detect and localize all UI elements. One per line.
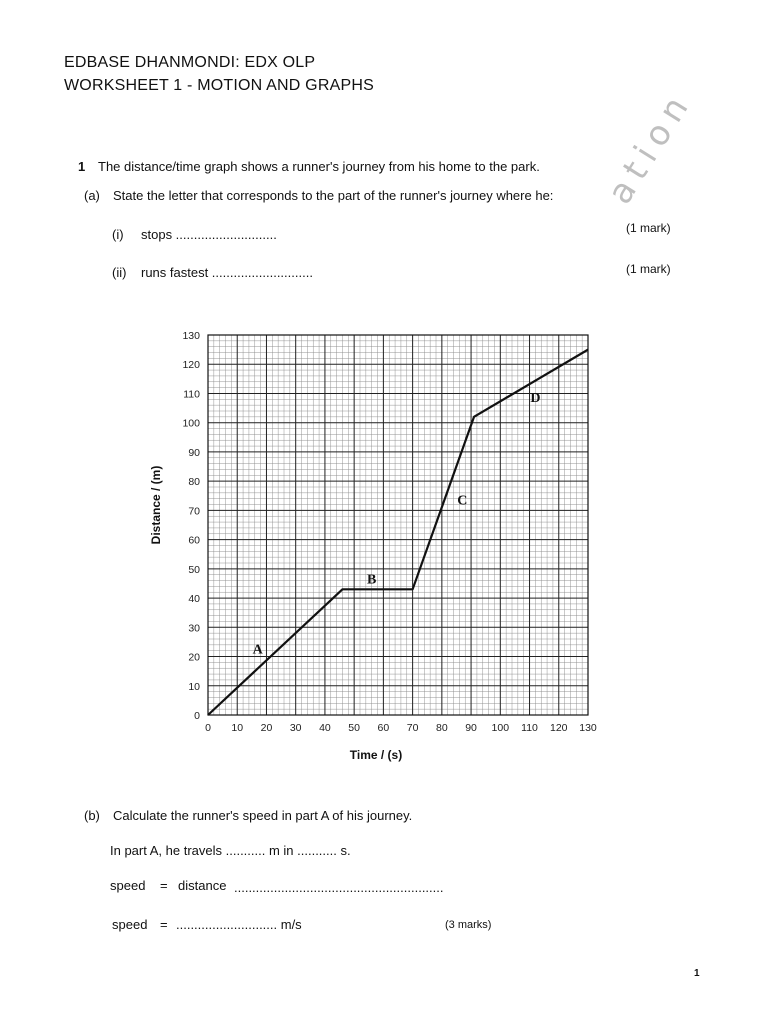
- x-axis-title: Time / (s): [349, 748, 403, 762]
- equals-sign-2: =: [160, 917, 168, 932]
- x-tick-label: 20: [260, 722, 273, 734]
- question-text: The distance/time graph shows a runner's journey from his home to the park.: [98, 159, 540, 174]
- x-tick-label: 0: [205, 722, 211, 734]
- x-tick-label: 80: [436, 722, 448, 734]
- x-tick-label: 100: [491, 722, 510, 734]
- y-tick-label: 90: [188, 446, 200, 459]
- x-tick-label: 50: [348, 722, 360, 734]
- y-tick-label: 130: [182, 330, 200, 342]
- segment-label-b: B: [367, 572, 377, 588]
- y-tick-label: 60: [188, 534, 200, 547]
- question-number: 1: [78, 159, 86, 174]
- x-tick-label: 120: [550, 722, 568, 734]
- x-tick-label: 60: [377, 722, 390, 734]
- x-tick-label: 70: [406, 722, 419, 734]
- x-tick-label: 110: [521, 722, 538, 734]
- distance-time-graph: [140, 325, 610, 775]
- part-a-ii-answer-line[interactable]: runs fastest ............................: [141, 265, 313, 280]
- part-b-label: (b): [84, 808, 100, 823]
- page-number: 1: [694, 968, 700, 979]
- y-tick-label: 100: [182, 417, 200, 430]
- speed-label-2: speed: [112, 917, 148, 932]
- equals-sign-1: =: [160, 878, 168, 893]
- part-a-label: (a): [84, 188, 100, 203]
- worksheet-title: WORKSHEET 1 - MOTION AND GRAPHS: [64, 77, 374, 94]
- x-tick-label: 130: [579, 722, 597, 734]
- part-a-i-answer-line[interactable]: stops ............................: [141, 227, 277, 242]
- y-tick-label: 10: [188, 680, 200, 693]
- part-b-travel-line[interactable]: In part A, he travels ........... m in ........... s.: [110, 843, 351, 858]
- speed-label-1: speed: [110, 878, 146, 893]
- y-tick-label: 40: [188, 593, 200, 606]
- y-axis-title: Distance / (m): [149, 465, 163, 545]
- speed-answer-line[interactable]: ............................ m/s: [176, 917, 302, 932]
- y-tick-label: 20: [188, 651, 200, 664]
- part-a-i-label: (i): [112, 227, 124, 242]
- y-tick-label: 70: [188, 505, 200, 518]
- x-tick-label: 30: [289, 722, 302, 734]
- part-a-i-marks: (1 mark): [626, 221, 671, 235]
- x-tick-label: 40: [319, 722, 331, 734]
- segment-label-c: C: [457, 493, 468, 509]
- part-a-text: State the letter that corresponds to the part of the runner's journey where he:: [113, 188, 554, 203]
- part-a-ii-marks: (1 mark): [626, 262, 671, 276]
- x-tick-label: 90: [465, 722, 477, 734]
- worksheet-school-title: EDBASE DHANMONDI: EDX OLP: [64, 54, 316, 71]
- segment-label-d: D: [530, 391, 541, 407]
- y-tick-label: 80: [188, 476, 200, 489]
- part-b-marks: (3 marks): [445, 919, 492, 931]
- y-tick-label: 0: [194, 710, 200, 722]
- y-tick-label: 30: [188, 622, 200, 635]
- y-tick-label: 50: [188, 563, 200, 576]
- x-tick-label: 10: [231, 722, 244, 734]
- segment-label-a: A: [252, 642, 263, 658]
- y-tick-label: 120: [182, 359, 200, 372]
- part-b-text: Calculate the runner's speed in part A of his journey.: [113, 808, 413, 823]
- y-tick-label: 110: [183, 388, 200, 401]
- formula-distance: distance: [178, 878, 227, 893]
- watermark-text: ation: [600, 83, 701, 212]
- part-a-ii-label: (ii): [112, 265, 127, 280]
- formula-answer-line[interactable]: ..........................................................: [234, 880, 444, 895]
